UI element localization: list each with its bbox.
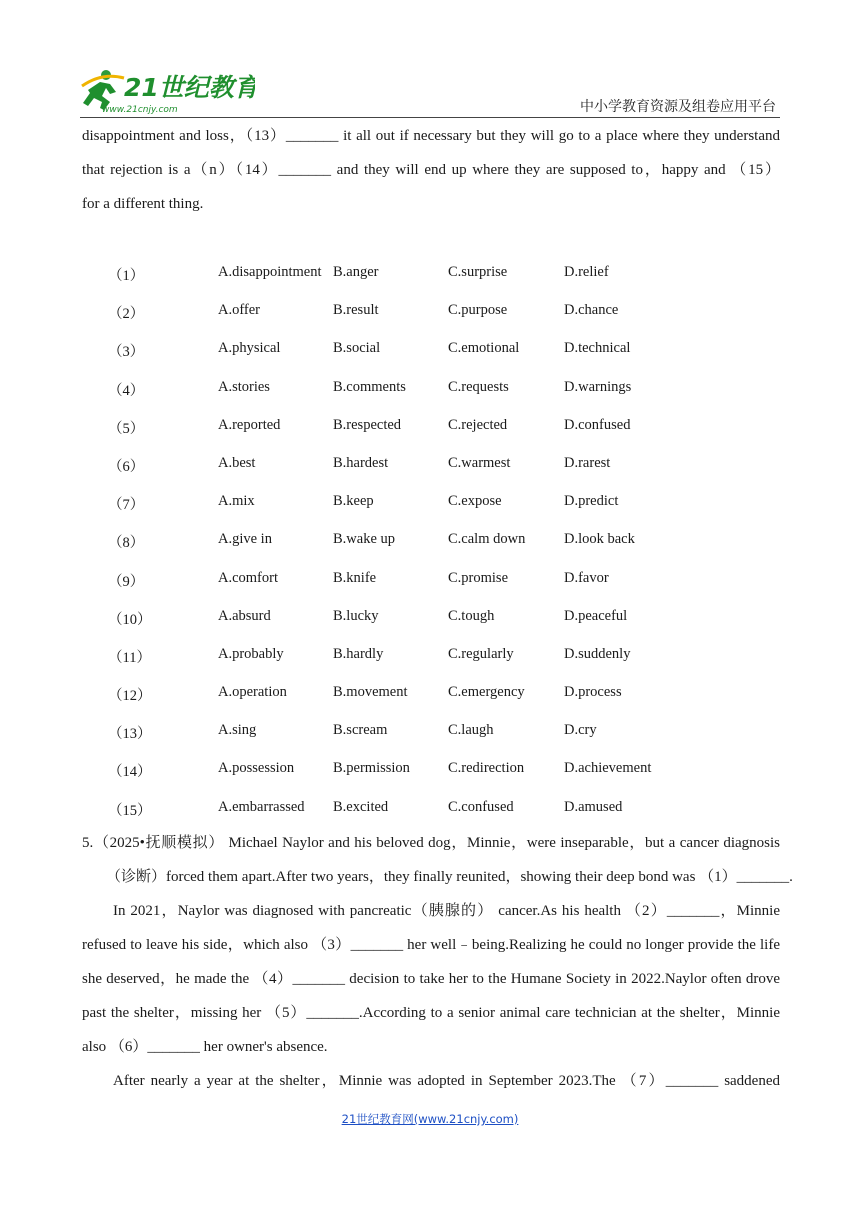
option-b: B.social bbox=[333, 340, 381, 357]
option-b: B.comments bbox=[333, 378, 406, 395]
option-number: （1） bbox=[108, 268, 145, 284]
q5-line: In 2021，Naylor was diagnosed with pancreatic（胰腺的） cancer.As his health （2）_______，Minnie bbox=[113, 903, 780, 919]
option-number: （11） bbox=[108, 649, 151, 666]
option-b: B.result bbox=[333, 302, 379, 319]
option-a: A.mix bbox=[218, 493, 255, 510]
q5-line: past the shelter，missing her （5）_______.According to a senior animal care technician at the shelter，Minnie bbox=[82, 1005, 780, 1021]
option-d: D.amused bbox=[564, 798, 623, 815]
option-number: （10） bbox=[108, 611, 152, 628]
platform-title: 中小学教育资源及组卷应用平台 bbox=[580, 99, 776, 115]
option-number: （14） bbox=[108, 764, 152, 781]
option-a: A.sing bbox=[218, 722, 257, 739]
option-number: （9） bbox=[108, 573, 145, 590]
option-c: C.tough bbox=[448, 607, 495, 624]
option-b: B.anger bbox=[333, 264, 379, 280]
option-c: C.rejected bbox=[448, 416, 508, 433]
option-number: （8） bbox=[108, 535, 145, 552]
option-c: C.emergency bbox=[448, 684, 525, 701]
option-c: C.calm down bbox=[448, 531, 526, 548]
option-a: A.physical bbox=[218, 340, 281, 357]
q5-line: After nearly a year at the shelter，Minnie was adopted in September 2023.The （7）_______ saddened bbox=[113, 1073, 780, 1089]
option-c: C.regularly bbox=[448, 645, 514, 662]
option-b: B.permission bbox=[333, 760, 410, 777]
header-divider bbox=[80, 117, 780, 118]
option-d: D.relief bbox=[564, 264, 609, 280]
option-d: D.process bbox=[564, 684, 622, 701]
option-a: A.possession bbox=[218, 760, 295, 777]
option-c: C.emotional bbox=[448, 340, 520, 357]
option-b: B.scream bbox=[333, 722, 388, 739]
passage-line: for a different thing. bbox=[82, 196, 204, 212]
option-a: A.disappointment bbox=[218, 264, 322, 280]
option-c: C.requests bbox=[448, 378, 509, 395]
option-c: C.surprise bbox=[448, 264, 508, 280]
option-d: D.achievement bbox=[564, 760, 652, 777]
option-d: D.peaceful bbox=[564, 607, 628, 624]
option-number: （13） bbox=[108, 726, 152, 743]
q5-line: also （6）_______ her owner's absence. bbox=[82, 1039, 328, 1055]
option-number: （5） bbox=[108, 420, 145, 437]
option-c: C.expose bbox=[448, 493, 502, 510]
option-a: A.offer bbox=[218, 302, 261, 319]
option-number: （3） bbox=[108, 344, 145, 361]
option-b: B.hardest bbox=[333, 454, 389, 471]
logo-icon bbox=[80, 66, 255, 116]
option-c: C.warmest bbox=[448, 454, 511, 471]
option-a: A.give in bbox=[218, 531, 272, 548]
option-c: C.promise bbox=[448, 569, 509, 586]
option-d: D.cry bbox=[564, 722, 597, 739]
option-number: （2） bbox=[108, 306, 145, 323]
option-a: A.operation bbox=[218, 684, 287, 701]
logo bbox=[80, 66, 255, 116]
option-b: B.hardly bbox=[333, 645, 384, 662]
option-d: D.technical bbox=[564, 340, 631, 357]
option-b: B.excited bbox=[333, 798, 389, 815]
option-b: B.respected bbox=[333, 416, 402, 433]
svg-text:www.21cnjy.com: www.21cnjy.com bbox=[102, 105, 178, 115]
q5-line: （诊断）forced them apart.After two years，they finally reunited，showing their deep bond was （1）_______. bbox=[106, 869, 793, 885]
q5-line: she deserved，he made the （4）_______ decision to take her to the Humane Society in 2022.Naylor often drove bbox=[82, 971, 780, 987]
option-c: C.purpose bbox=[448, 302, 508, 319]
passage-line: disappointment and loss，（13）_______ it all out if necessary but they will go to a place where they understand bbox=[82, 128, 780, 144]
option-number: （4） bbox=[108, 382, 145, 399]
option-a: A.reported bbox=[218, 416, 281, 433]
option-d: D.confused bbox=[564, 416, 631, 433]
option-d: D.warnings bbox=[564, 378, 632, 395]
option-d: D.rarest bbox=[564, 454, 611, 471]
q5-line: 5.（2025•抚顺模拟） Michael Naylor and his beloved dog，Minnie，were inseparable，but a cancer diagnosis bbox=[82, 835, 780, 851]
option-c: C.confused bbox=[448, 798, 514, 815]
option-a: A.comfort bbox=[218, 569, 278, 586]
svg-text:21世纪教育: 21世纪教育 bbox=[124, 73, 255, 102]
option-b: B.wake up bbox=[333, 531, 396, 548]
option-a: A.embarrassed bbox=[218, 798, 305, 815]
option-number: （15） bbox=[108, 802, 152, 819]
option-d: D.favor bbox=[564, 569, 609, 586]
option-number: （12） bbox=[108, 688, 152, 705]
option-b: B.keep bbox=[333, 493, 374, 510]
option-d: D.predict bbox=[564, 493, 619, 510]
option-number: （7） bbox=[108, 497, 145, 514]
option-b: B.lucky bbox=[333, 607, 379, 624]
option-b: B.knife bbox=[333, 569, 377, 586]
option-c: C.redirection bbox=[448, 760, 525, 777]
option-a: A.stories bbox=[218, 378, 270, 395]
option-d: D.look back bbox=[564, 531, 635, 548]
option-number: （6） bbox=[108, 458, 145, 475]
option-d: D.suddenly bbox=[564, 645, 631, 662]
option-a: A.absurd bbox=[218, 607, 271, 624]
passage-line: that rejection is a（n）（14）_______ and they will end up where they are supposed to，happy and （15） bbox=[82, 162, 780, 178]
option-a: A.probably bbox=[218, 645, 284, 662]
footer-link[interactable]: 21世纪教育网(www.21cnjy.com) bbox=[341, 1112, 519, 1126]
page-header bbox=[0, 0, 860, 118]
option-b: B.movement bbox=[333, 684, 408, 701]
option-c: C.laugh bbox=[448, 722, 494, 739]
q5-line: refused to leave his side，which also （3）_______ her well﹣being.Realizing he could no longer provide the life bbox=[82, 937, 780, 953]
option-d: D.chance bbox=[564, 302, 619, 319]
option-a: A.best bbox=[218, 454, 256, 471]
